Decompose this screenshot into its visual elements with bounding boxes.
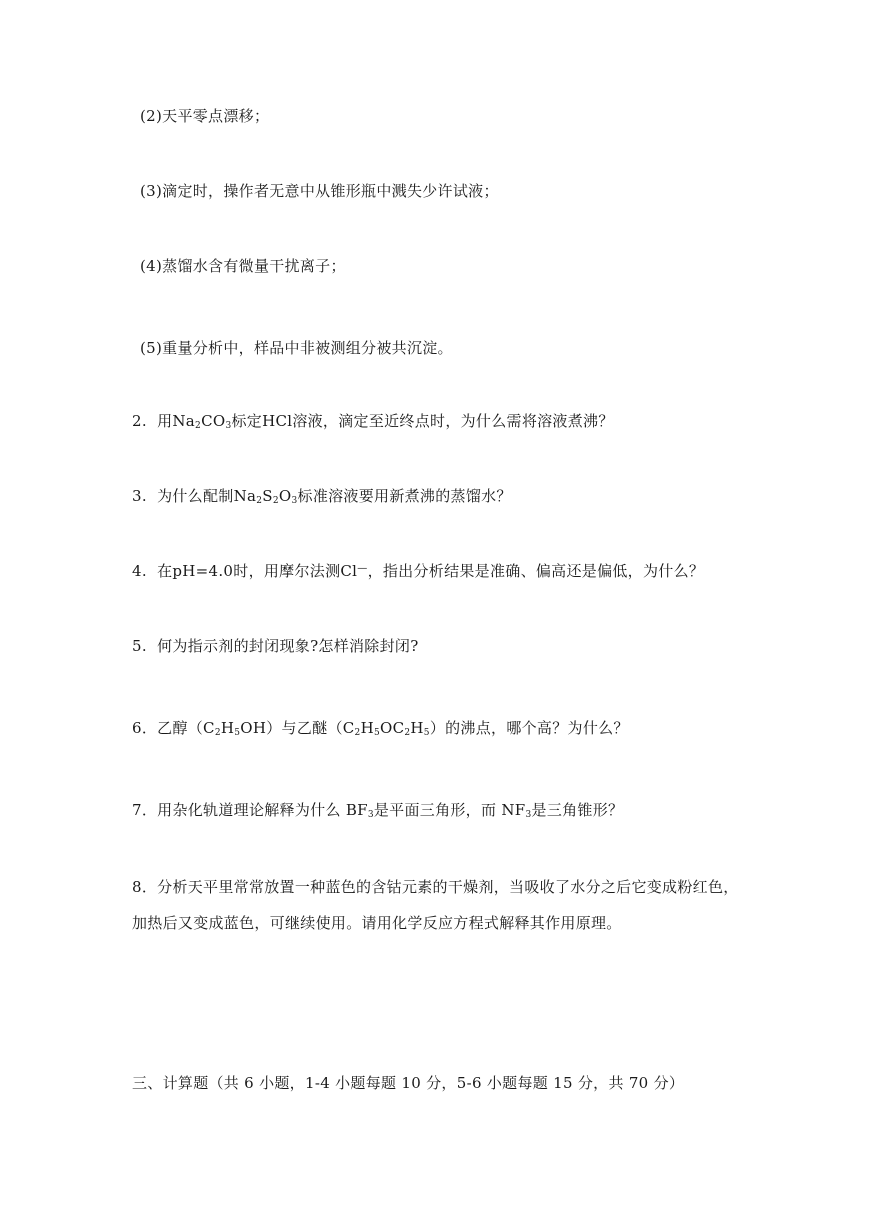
sub-item-2: (2)天平零点漂移； [140, 107, 270, 125]
sub-item-5: (5)重量分析中，样品中非被测组分被共沉淀。 [140, 339, 453, 357]
question-7: 7．用杂化轨道理论解释为什么 $BF_3$是平面三角形，而 $NF_3$是三角锥形？ [132, 801, 624, 820]
question-8-line-2: 加热后又变成蓝色，可继续使用。请用化学反应方程式解释其作用原理。 [132, 914, 622, 932]
question-3: 3. 为什么配制$Na_2S_2O_3$标准溶液要用新煮沸的蒸馏水？ [132, 487, 512, 506]
question-6: 6．乙醇$(C_2H_5OH)$与乙醚$(C_2H_5OC_2H_5)$的沸点，哪个高？为什么？ [132, 719, 629, 738]
question-2: 2. 用$Na_2CO_3$标定HCl溶液，滴定至近终点时，为什么需将溶液煮沸？ [132, 412, 614, 431]
question-3-number: 3. [132, 487, 147, 505]
question-4-number: 4. [132, 562, 147, 580]
question-5: 5. 何为指示剂的封闭现象?怎样消除封闭? [132, 637, 419, 655]
section-3-heading: 三、计算题（共 6 小题，1-4 小题每题 10 分，5-6 小题每题 15 分，共 70 分） [132, 1074, 685, 1092]
question-8-line-1: 8．分析天平里常常放置一种蓝色的含钴元素的干燥剂，当吸收了水分之后它变成粉红色， [132, 878, 739, 896]
question-4: 4. 在pH=4.0时，用摩尔法测Cl—，指出分析结果是准确、偏高还是偏低，为什么？ [132, 562, 705, 580]
sub-item-4: (4)蒸馏水含有微量干扰离子； [140, 257, 346, 275]
question-5-number: 5. [132, 637, 147, 655]
question-2-number: 2. [132, 412, 147, 430]
sub-item-3: (3)滴定时，操作者无意中从锥形瓶中溅失少许试液； [140, 182, 499, 200]
